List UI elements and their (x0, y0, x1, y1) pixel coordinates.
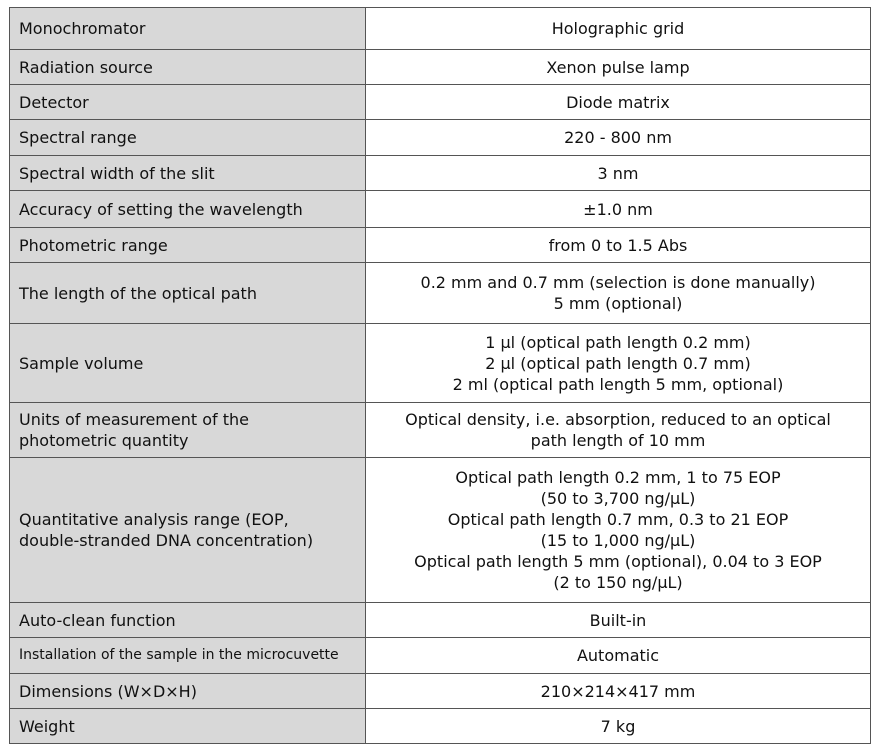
value-cell (366, 324, 871, 403)
parameter-text: Units of measurement of the (19, 410, 249, 429)
value-text: 2 µl (optical path length 0.7 mm) (485, 353, 751, 373)
parameter-cell (10, 50, 366, 85)
value-cell (366, 156, 871, 191)
value-text: Diode matrix (566, 92, 670, 112)
parameter-cell (10, 120, 366, 156)
value-text: Automatic (576, 646, 660, 665)
spec-row (10, 458, 871, 603)
parameter-cell (10, 638, 366, 674)
value-text: 5 mm (optional) (553, 294, 683, 313)
value-text: ±1.0 nm (583, 199, 653, 219)
value-text: 0.2 mm and 0.7 mm (selection is done manually) (420, 273, 816, 292)
value-text: (50 to 3,700 ng/µL) (540, 489, 696, 508)
spec-row (10, 228, 871, 263)
value-text: Holographic grid (551, 19, 685, 38)
parameter-text: Dimensions (W×D×H) (19, 681, 197, 701)
value-text: 7 kg (600, 716, 636, 736)
value-text: path length of 10 mm (530, 431, 706, 450)
value-text: 210×214×417 mm (540, 681, 696, 701)
parameter-text: double-stranded DNA concentration) (19, 531, 314, 550)
parameter-text: Weight (19, 716, 75, 736)
value-cell (366, 263, 871, 324)
parameter-cell (10, 458, 366, 603)
parameter-text: Detector (19, 92, 89, 112)
spec-row (10, 8, 871, 50)
value-cell (366, 458, 871, 603)
value-text: (2 to 150 ng/µL) (553, 573, 683, 592)
parameter-cell (10, 8, 366, 50)
spec-table-body (10, 8, 871, 744)
value-cell (366, 50, 871, 85)
spec-row (10, 403, 871, 458)
value-text: 2 ml (optical path length 5 mm, optional) (452, 374, 784, 394)
value-cell (366, 709, 871, 744)
parameter-cell (10, 191, 366, 228)
spec-row (10, 191, 871, 228)
value-cell (366, 85, 871, 120)
value-cell (366, 638, 871, 674)
value-text: Built-in (589, 610, 647, 630)
value-text: 220 - 800 nm (564, 128, 672, 147)
parameter-cell (10, 85, 366, 120)
value-text: Xenon pulse lamp (546, 57, 690, 77)
spec-row (10, 50, 871, 85)
value-text: Optical density, i.e. absorption, reduced to an optical (405, 410, 831, 429)
parameter-text: Auto-clean function (19, 610, 176, 630)
value-cell (366, 120, 871, 156)
parameter-text: The length of the optical path (19, 283, 257, 303)
parameter-text: Spectral range (19, 128, 137, 147)
parameter-text: Sample volume (19, 353, 144, 373)
spec-row (10, 120, 871, 156)
value-text: (15 to 1,000 ng/µL) (540, 531, 696, 550)
value-text: Optical path length 5 mm (optional), 0.04 to 3 EOP (414, 552, 822, 571)
parameter-text: Installation of the sample in the microcuvette (19, 647, 339, 663)
parameter-text: Spectral width of the slit (19, 163, 215, 183)
spec-row (10, 156, 871, 191)
parameter-cell (10, 603, 366, 638)
parameter-text: Accuracy of setting the wavelength (19, 199, 303, 219)
value-cell (366, 603, 871, 638)
value-cell (366, 403, 871, 458)
value-cell (366, 191, 871, 228)
spec-row (10, 263, 871, 324)
spec-row (10, 603, 871, 638)
spec-row (10, 324, 871, 403)
value-text: from 0 to 1.5 Abs (548, 235, 688, 255)
parameter-cell (10, 228, 366, 263)
parameter-cell (10, 324, 366, 403)
value-cell (366, 8, 871, 50)
parameter-text: photometric quantity (19, 431, 189, 450)
parameter-text: Monochromator (19, 19, 146, 38)
parameter-cell (10, 156, 366, 191)
parameter-cell (10, 674, 366, 709)
spec-table (9, 7, 871, 744)
parameter-cell (10, 403, 366, 458)
spec-row (10, 85, 871, 120)
value-text: 3 nm (597, 163, 639, 183)
value-text: Optical path length 0.7 mm, 0.3 to 21 EOP (447, 510, 789, 529)
spec-row (10, 709, 871, 744)
parameter-text: Photometric range (19, 235, 168, 255)
value-text: 1 µl (optical path length 0.2 mm) (485, 332, 751, 352)
parameter-text: Quantitative analysis range (EOP, (19, 510, 289, 529)
spec-row (10, 638, 871, 674)
value-text: Optical path length 0.2 mm, 1 to 75 EOP (455, 468, 781, 487)
value-cell (366, 674, 871, 709)
spec-row (10, 674, 871, 709)
parameter-cell (10, 263, 366, 324)
parameter-cell (10, 709, 366, 744)
parameter-text: Radiation source (19, 57, 153, 77)
value-cell (366, 228, 871, 263)
